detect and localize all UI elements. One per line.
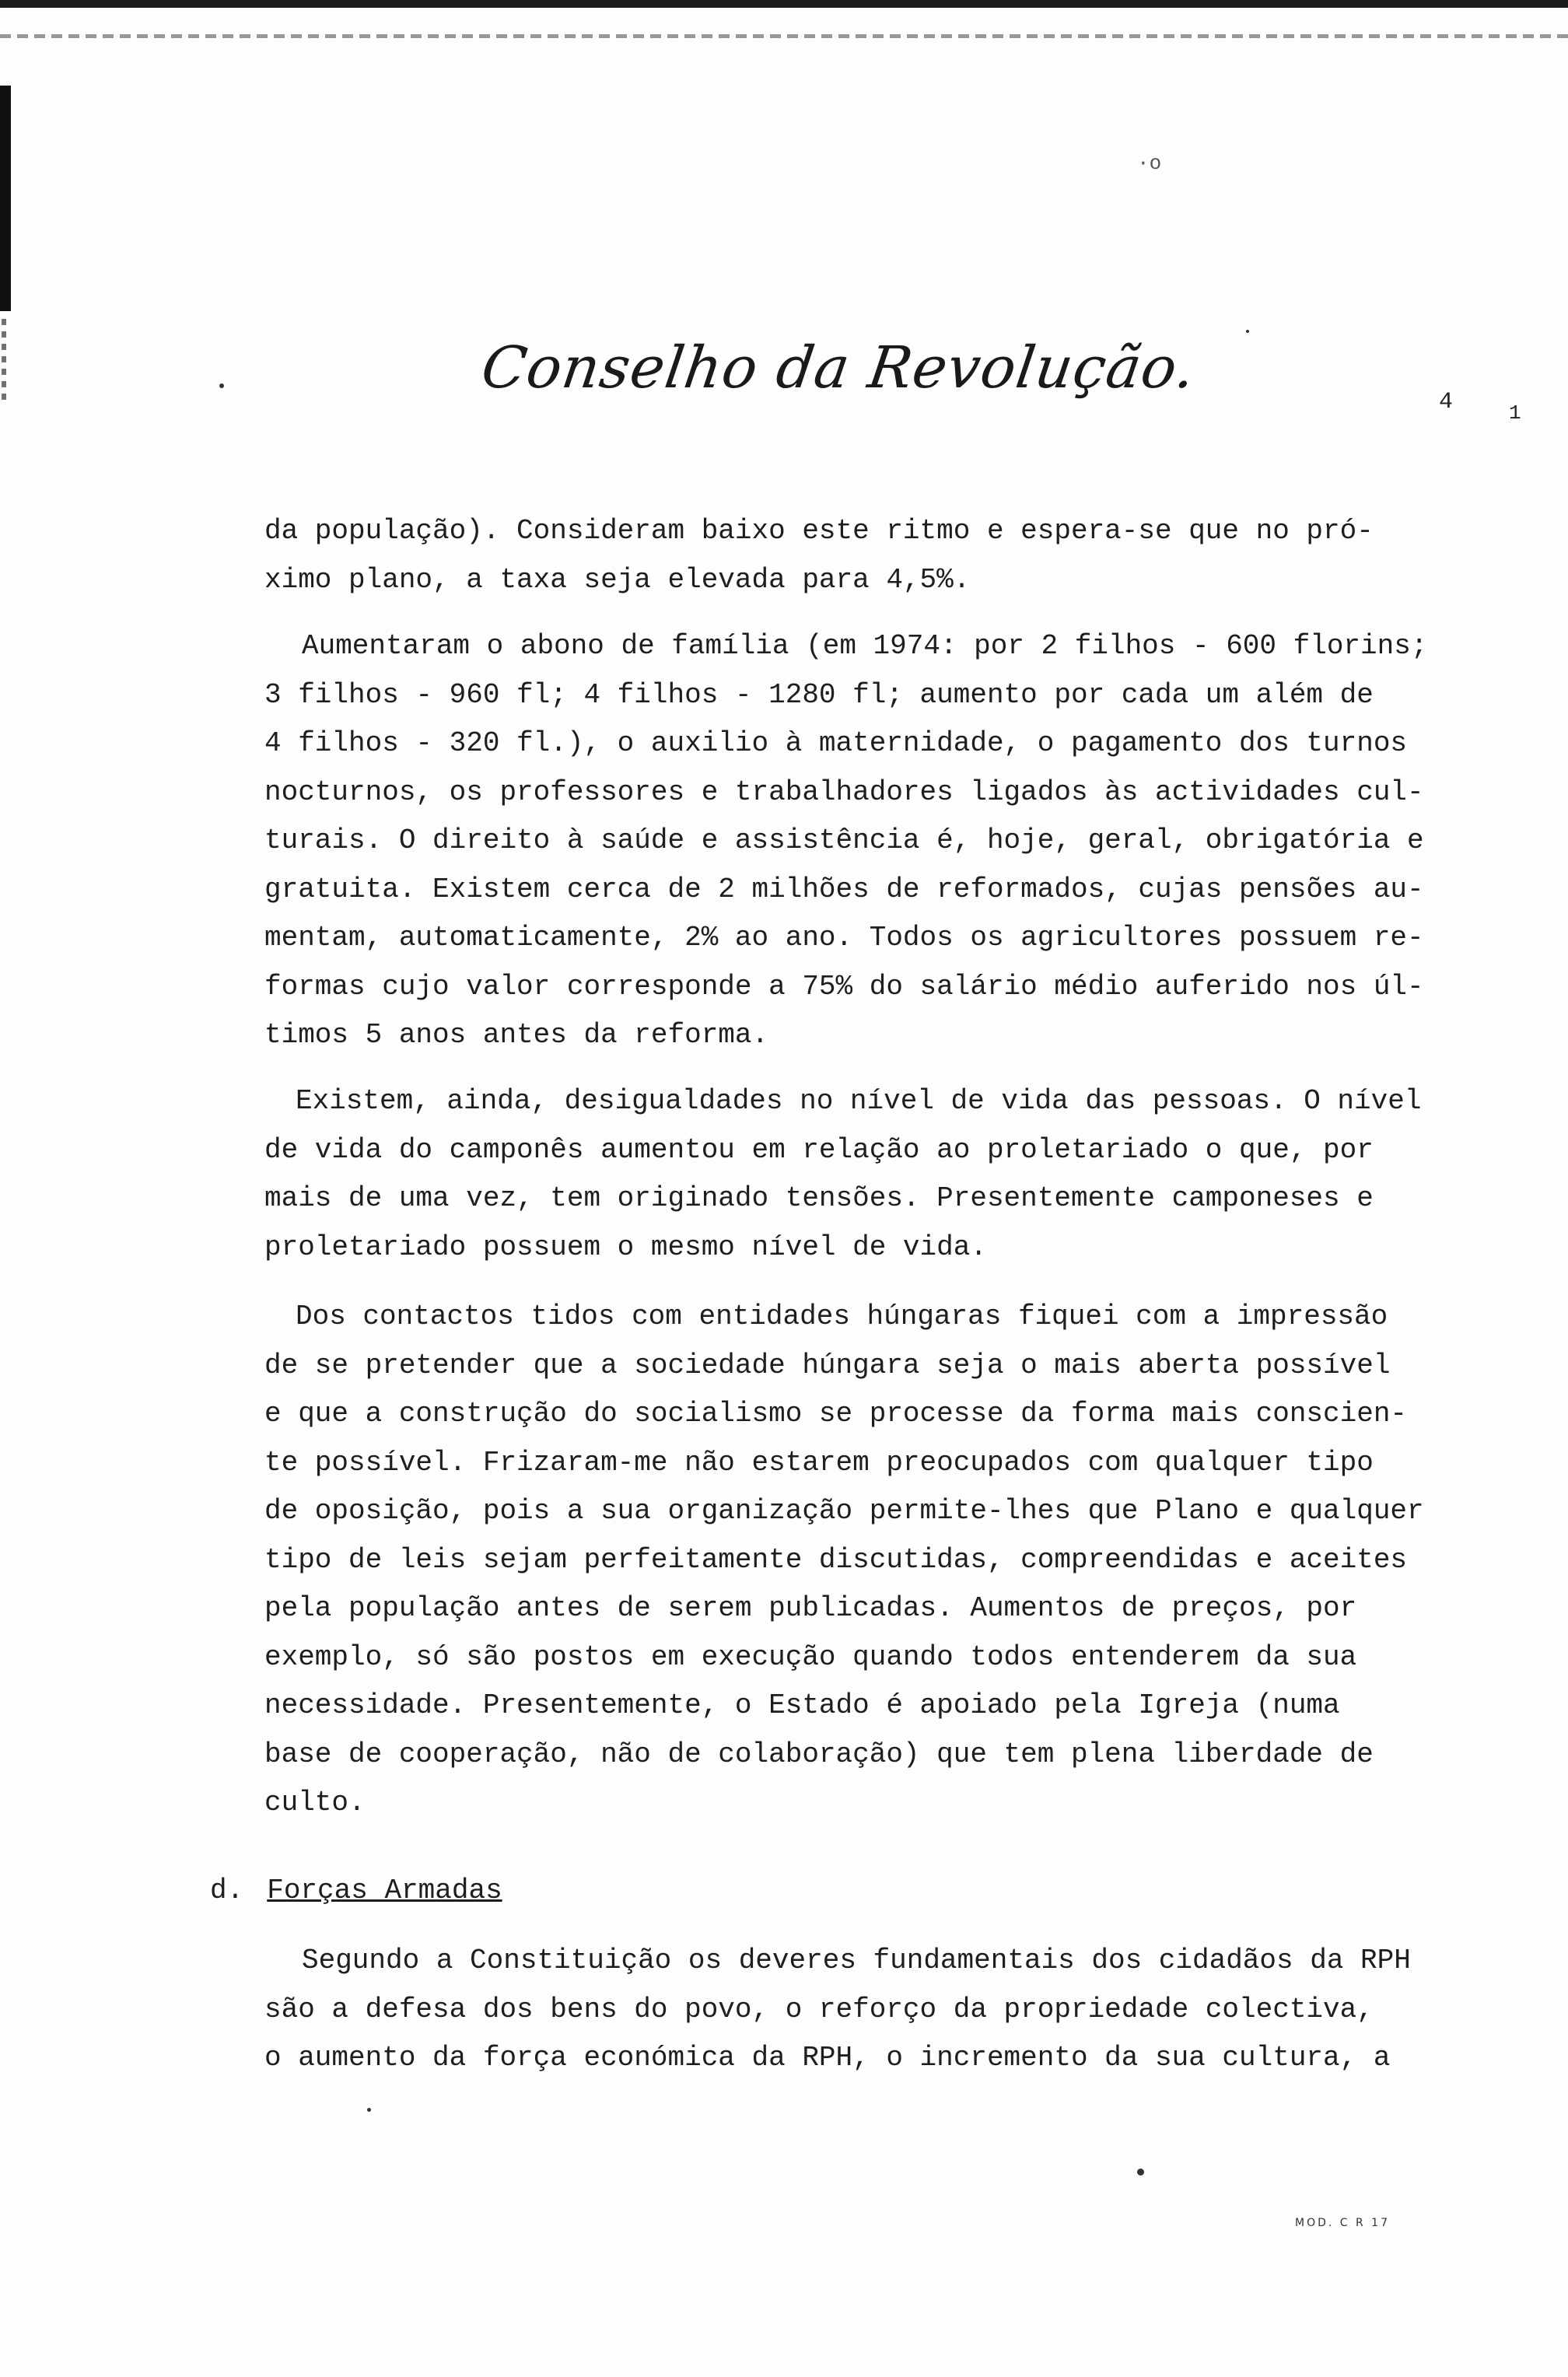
scan-speck (1246, 330, 1249, 333)
paragraph-living-standards: Existem, ainda, desigualdades no nível de vida das pessoas. O nível de vida do camponês aumentou em relação ao proletariado o que, por mais de uma vez, tem originado tensões. Presentemente camponeses e proletariado possuem o mesmo nível de vida. (264, 1085, 1422, 1263)
paragraph-constitution-duties: Segundo a Constituição os deveres fundamentais dos cidadãos da RPH são a defesa dos bens do povo, o reforço da propriedade colectiva, o aumento da força económica da RPH, o incremento da sua cultura, a (264, 1945, 1411, 2074)
scan-speck (1137, 2169, 1144, 2176)
scan-top-border (0, 0, 1568, 8)
scan-left-edge-fragment (2, 319, 6, 404)
paragraph-hungarian-society: Dos contactos tidos com entidades húngaras fiquei com a impressão de se pretender que a sociedade húngara seja o mais aberta possível e que a construção do socialismo se processe da forma mais conscien- te possível. Frizaram-me não estarem preocupados com qualquer tipo de oposição, pois a sua organização permite-lhes que Plano e qualquer tipo de leis sejam perfeitamente discutidas, compreendidas e aceites pela população antes de serem publicadas. Aumentos de preços, por exemplo, só são postos em execução quando todos entenderem da sua necessidade. Presentemente, o Estado é apoiado pela Igreja (numa base de cooperação, não de colaboração) que tem plena liberdade de culto. (264, 1301, 1424, 1819)
form-code: MOD. C R 17 (1295, 2217, 1390, 2229)
scan-speck (367, 2108, 371, 2112)
margin-mark: 1 (1509, 401, 1521, 425)
scan-noise-line (0, 34, 1568, 38)
section-heading-armed-forces (210, 1867, 502, 1915)
top-page-marker: ·o (1137, 152, 1162, 175)
paragraph-family-allowance: Aumentaram o abono de família (em 1974: por 2 filhos - 600 florins; 3 filhos - 960 fl; 4 filhos - 1280 fl; aumento por cada um além de 4 filhos - 320 fl.), o auxilio à maternidade, o pagamento dos turnos nocturnos, os professores e trabalhadores ligados às actividades cul- turais. O direito à saúde e assistência é, hoje, geral, obrigatória e gratuita. Existem cerca de 2 milhões de reformados, cujas pensões au- mentam, automaticamente, 2% ao ano. Todos os agricultores possuem re- formas cujo valor corresponde a 75% do salário médio auferido nos úl- timos 5 anos antes da reforma. (264, 630, 1428, 1051)
scan-speck (219, 383, 224, 388)
letterhead-title: Conselho da Revolução. (477, 334, 1200, 401)
section-title: Forças Armadas (267, 1875, 502, 1906)
paragraph-continuation: da população). Consideram baixo este ritmo e espera-se que no pró- ximo plano, a taxa seja elevada para 4,5%. (264, 515, 1374, 596)
page-number: 4 (1439, 389, 1454, 415)
scan-left-edge (0, 86, 11, 311)
section-letter: d. (210, 1875, 244, 1906)
